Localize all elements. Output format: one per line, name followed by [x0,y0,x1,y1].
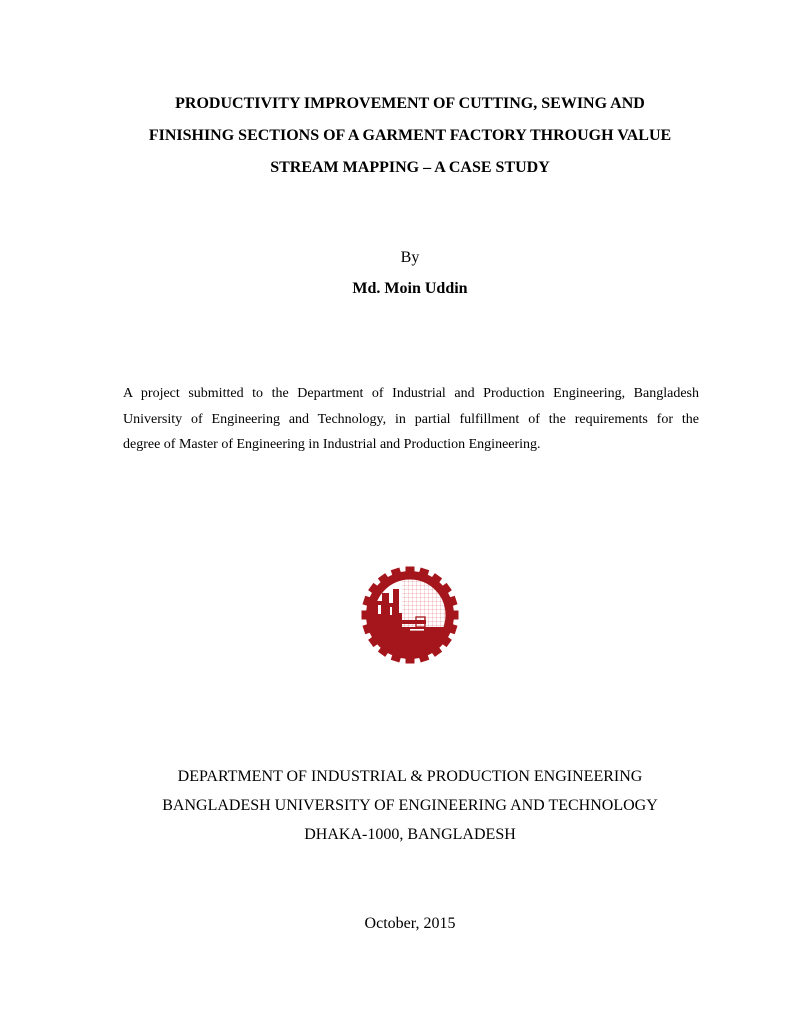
title-line-2: FINISHING SECTIONS OF A GARMENT FACTORY THROUGH VALUE [148,127,672,144]
author-name: Md. Moin Uddin [352,280,468,297]
submission-date: October, 2015 [364,915,456,932]
submission-line-1: A project submitted to the Department of Industrial and Production Engineering, Bangladesh [123,386,699,401]
buet-gear-emblem-icon [360,565,460,665]
title-line-3: STREAM MAPPING – A CASE STUDY [270,159,550,176]
submission-line-2: University of Engineering and Technology, in partial fulfillment of the requirements for the [123,411,699,427]
submission-line-3: degree of Master of Engineering in Industrial and Production Engineering. [123,437,541,452]
institution-block [80,762,740,849]
by-label: By [400,249,420,266]
thesis-title [100,88,720,184]
submission-statement [123,381,699,458]
university-name: BANGLADESH UNIVERSITY OF ENGINEERING AND TECHNOLOGY [162,797,658,814]
department-name: DEPARTMENT OF INDUSTRIAL & PRODUCTION ENGINEERING [177,768,643,785]
title-line-1: PRODUCTIVITY IMPROVEMENT OF CUTTING, SEWING AND [175,95,645,112]
university-address: DHAKA-1000, BANGLADESH [304,826,516,843]
university-logo [360,565,460,665]
